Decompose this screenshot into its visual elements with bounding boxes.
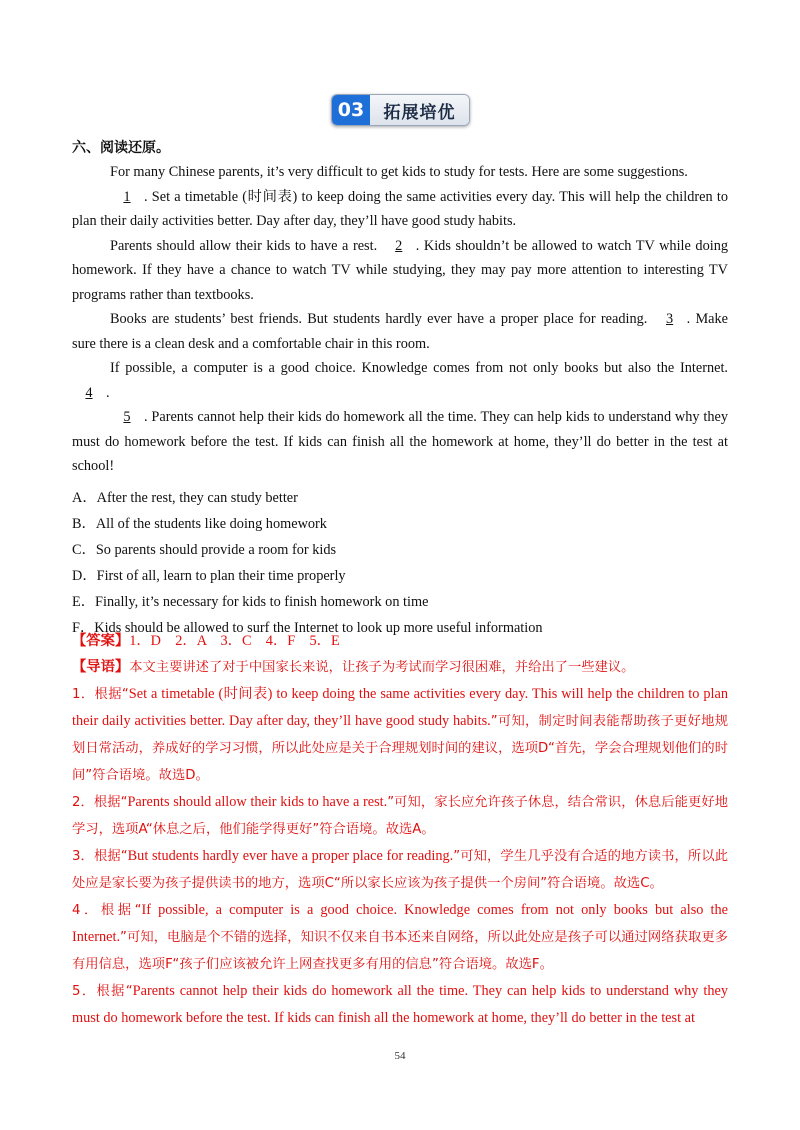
passage-paragraph <box>72 185 728 234</box>
explanation-text: ”可知，家长应允许孩子休息，结合常识，休息后能更好地学习，选项A“休息之后，他们能学得更好”符合语境。故选A。 <box>72 795 729 837</box>
passage-text: . Kids shouldn’t be allowed to watch TV while doing homework. If they have a chance to watch TV while studying, they may pay more attention to interesting TV programs rather than textbooks. <box>72 237 728 303</box>
explanation-text: 5．根据“ <box>72 984 133 999</box>
option-letter: C． <box>72 541 96 558</box>
option-letter: A． <box>72 489 97 506</box>
guide-line <box>72 654 728 681</box>
passage-text: . <box>106 384 110 401</box>
option-letter: D． <box>72 567 97 584</box>
option-text: So parents should provide a room for kids <box>95 541 337 558</box>
explanation-item <box>72 897 728 978</box>
answer-blank: 5 <box>123 409 131 425</box>
reading-passage <box>72 160 728 479</box>
passage-text: . Make sure there is a clean desk and a comfortable chair in this room. <box>72 311 728 352</box>
section-title: 六、阅读还原。 <box>72 140 170 156</box>
page-number: 54 <box>394 1050 406 1062</box>
option-text: All of the students like doing homework <box>95 515 327 532</box>
option-letter: E． <box>72 593 96 610</box>
explanation-item <box>72 789 728 843</box>
badge-number: 03 <box>332 95 370 125</box>
explanation-text: 2．根据“ <box>72 795 128 810</box>
passage-paragraph <box>72 160 728 185</box>
explanation-text: 4．根据“ <box>72 903 142 918</box>
answer-blank: 3 <box>666 311 674 327</box>
explanation-text: 1．根据“ <box>72 687 129 702</box>
option-item <box>72 563 728 589</box>
answer-blank: 2 <box>395 237 403 254</box>
explanation-quote: Set a timetable (时间表) to keep doing the same activities every day. This will help the children to plan their daily activities better. Day after day, they’ll have good study habits. <box>72 686 728 729</box>
option-list <box>72 485 728 641</box>
option-item <box>72 537 728 563</box>
option-text: First of all, learn to plan their time properly <box>96 567 346 584</box>
explanation-quote: Parents cannot help their kids do homework all the time. They can help kids to understand why they must do homework before the test. If kids can finish all the homework at home, they’ll do better in the test at <box>72 983 728 1026</box>
section-badge <box>331 94 470 126</box>
passage-text: If possible, a computer is a good choice. Knowledge comes from not only books but also the Internet. <box>110 360 728 376</box>
answer-tag: 【答案】 <box>72 633 130 649</box>
answer-blank: 1 <box>123 188 131 205</box>
passage-text: Books are students’ best friends. But students hardly ever have a proper place for reading. <box>110 311 653 327</box>
passage-text: . Set a timetable (时间表) to keep doing the same activities every day. This will help the children to plan their daily activities better. Day after day, they’ll have good study habits. <box>72 188 728 229</box>
option-text: After the rest, they can study better <box>96 489 298 506</box>
answer-section <box>72 628 728 1031</box>
explanation-text: ”可知，制定时间表能帮助孩子更好地规划日常活动，养成好的学习习惯，所以此处应是关于合理规划时间的建议，选项D“首先，学会合理规划他们的时间”符合语境。故选D。 <box>72 714 729 783</box>
guide-tag: 【导语】 <box>72 659 130 675</box>
explanation-item <box>72 681 728 789</box>
option-letter: B． <box>72 515 96 532</box>
passage-paragraph <box>72 356 728 405</box>
passage-paragraph <box>72 307 728 356</box>
explanation-quote: But students hardly ever have a proper place for reading. <box>127 848 454 864</box>
badge-title: 拓展培优 <box>370 95 469 125</box>
explanation-item <box>72 843 728 897</box>
answer-text: 1．D 2．A 3．C 4．F 5．E <box>129 633 340 649</box>
passage-text: . Parents cannot help their kids do homework all the time. They can help kids to understand why they must do homework before the test. If kids can finish all the homework at home, they’ll do better in the test at school! <box>72 409 728 474</box>
explanation-text: ”可知，学生几乎没有合适的地方读书，所以此处应是家长要为孩子提供读书的地方，选项C“所以家长应该为孩子提供一个房间”符合语境。故选C。 <box>72 849 729 891</box>
option-item <box>72 589 728 615</box>
passage-text: For many Chinese parents, it’s very difficult to get kids to study for tests. Here are some suggestions. <box>110 164 688 180</box>
guide-text: 本文主要讲述了对于中国家长来说，让孩子为考试而学习很困难，并给出了一些建议。 <box>129 660 635 675</box>
passage-text: Parents should allow their kids to have a rest. <box>110 237 382 254</box>
answer-line <box>72 628 728 654</box>
explanation-text: 3．根据“ <box>72 849 128 864</box>
explanation-item <box>72 978 728 1031</box>
passage-paragraph <box>72 405 728 479</box>
explanation-list <box>72 681 728 1031</box>
explanation-quote: If possible, a computer is a good choice. Knowledge comes from not only books but also the Internet. <box>72 902 729 945</box>
option-text: Finally, it’s necessary for kids to finish homework on time <box>95 593 429 610</box>
option-letter: F． <box>72 619 95 636</box>
answer-blank: 4 <box>85 384 93 401</box>
exercise-content <box>72 128 728 641</box>
passage-paragraph <box>72 234 728 308</box>
option-item <box>72 485 728 511</box>
option-text: Kids should be allowed to surf the Internet to look up more useful information <box>94 619 543 636</box>
option-item <box>72 511 728 537</box>
explanation-text: ”可知，电脑是个不错的选择，知识不仅来自书本还来自网络，所以此处应是孩子可以通过网络获取更多有用信息，选项F“孩子们应该被允许上网查找更多有用的信息”符合语境。故选F。 <box>72 930 728 972</box>
explanation-quote: Parents should allow their kids to have a rest. <box>127 794 388 810</box>
